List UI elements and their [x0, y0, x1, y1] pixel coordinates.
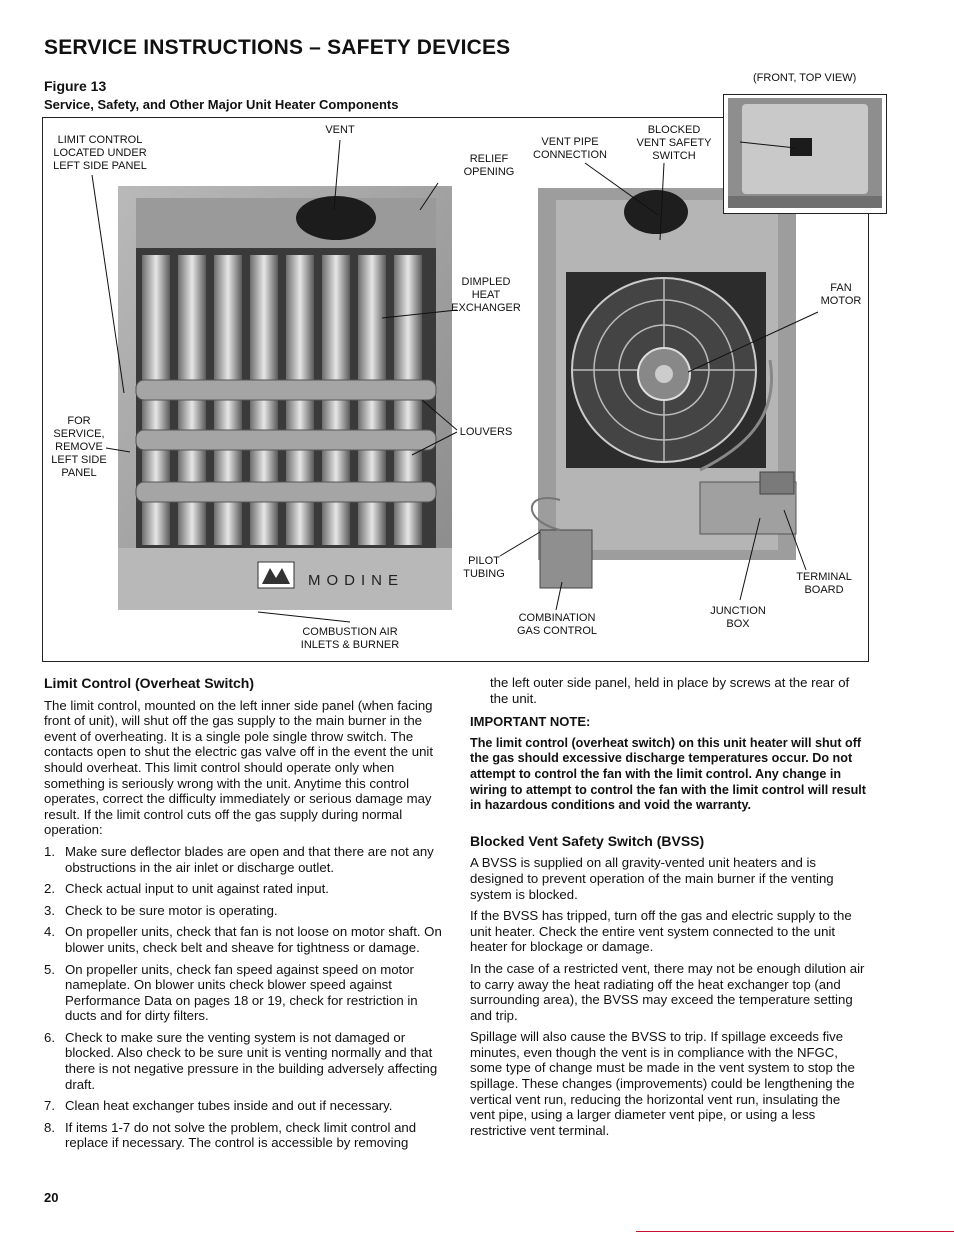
page-title: SERVICE INSTRUCTIONS – SAFETY DEVICES — [44, 36, 511, 59]
list-item: 6. Check to make sure the venting system is not damaged or blocked. Also check to be sure unit is venting normally and that there is not negative pressure in the building adversely affecting draft. — [44, 1029, 438, 1092]
label-combination-gas-control: COMBINATION GAS CONTROL — [516, 612, 598, 637]
list-item: 3. Check to be sure motor is operating. — [44, 902, 278, 918]
label-pilot-tubing: PILOT TUBING — [463, 555, 505, 580]
list-item: 1. Make sure deflector blades are open and that there are not any obstructions in the air inlet or discharge outlet. — [44, 843, 434, 875]
bvss-paragraph: In the case of a restricted vent, there may not be enough dilution air to carry away the heat radiating off the heat exchanger top (and surrounding area), the BVSS may exceed the temperature setting and trip. — [470, 960, 865, 1023]
limit-control-intro: The limit control, mounted on the left inner side panel (when facing front of unit), will shut off the gas supply to the main burner in the event of overheating. It is a single pole single throw switch. The contacts open to shut the electric gas valve off in the event the unit should overheat. This limit control should operate only when something is seriously wrong with the unit. Anytime this control operates, correct the difficulty immediately or serious damage may result. If the limit control cuts off the gas supply during normal operation: — [44, 697, 434, 838]
footer-rule — [636, 1231, 954, 1232]
bvss-paragraph: Spillage will also cause the BVSS to trip. If spillage exceeds five minutes, even though the vent is in compliance with the NFGC, some type of change must be made in the vent system to stop the spillage. These changes (improvements) could be lengthening the vertical vent run, reducing the horizontal vent run, insulating the vent pipe, using a larger diameter vent pipe, or using a less restrictive vent terminal. — [470, 1029, 855, 1138]
list-item: 8. If items 1-7 do not solve the problem, check limit control and replace if necessary. The control is accessible by removing — [44, 1119, 417, 1151]
label-limit-control: LIMIT CONTROL LOCATED UNDER LEFT SIDE PANEL — [53, 134, 147, 172]
inset-caption: (FRONT, TOP VIEW) — [753, 72, 857, 84]
label-terminal-board: TERMINAL BOARD — [796, 571, 852, 596]
label-relief-opening: RELIEF OPENING — [463, 153, 515, 178]
limit-control-heading: Limit Control (Overheat Switch) — [44, 675, 255, 691]
figure-caption: Service, Safety, and Other Major Unit Heater Components — [44, 97, 399, 112]
left-column — [44, 676, 444, 1157]
label-blocked-vent-safety-switch: BLOCKED VENT SAFETY SWITCH — [636, 124, 712, 162]
list-item: 2. Check actual input to unit against rated input. — [44, 881, 329, 897]
figure-number: Figure 13 — [44, 78, 107, 94]
important-note-text: The limit control (overheat switch) on this unit heater will shut off the gas should excessive discharge temperatures occur. Do not attempt to control the fan with the limit control. Any change in wiring to attempt to control the fan with the limit control will result in hazardous conditions and void the warranty. — [470, 735, 867, 813]
limit-control-continuation: the left outer side panel, held in place by screws at the rear of the unit. — [490, 675, 850, 706]
label-fan-motor: FAN MOTOR — [820, 282, 862, 307]
bvss-paragraph: If the BVSS has tripped, turn off the gas and electric supply to the unit heater. Check the entire vent system connected to the unit heater for blockage or damage. — [470, 908, 852, 955]
label-vent: VENT — [325, 124, 355, 136]
label-vent-pipe-connection: VENT PIPE CONNECTION — [533, 136, 607, 161]
label-for-service: FOR SERVICE, REMOVE LEFT SIDE PANEL — [51, 415, 107, 479]
list-item: 4. On propeller units, check that fan is not loose on motor shaft. On blower units, check belt and sheave for tightness or damage. — [44, 924, 442, 955]
label-louvers: LOUVERS — [459, 426, 513, 438]
bvss-paragraph: A BVSS is supplied on all gravity-vented unit heaters and is designed to prevent operation of the main burner if the venting system is blocked. — [470, 855, 834, 902]
bvss-heading: Blocked Vent Safety Switch (BVSS) — [470, 832, 705, 849]
brand-logo-text: MODINE — [308, 572, 404, 589]
label-dimpled-heat-exchanger: DIMPLED HEAT EXCHANGER — [451, 276, 521, 314]
important-note-heading: IMPORTANT NOTE: — [470, 714, 591, 730]
troubleshooting-steps — [44, 844, 444, 1151]
right-column — [470, 675, 866, 1144]
list-item: 5. On propeller units, check fan speed against speed on motor nameplate. On blower units check blower speed against Performance Data on pages 18 or 19, check for restriction in ducts and for dirty filters. — [44, 961, 418, 1024]
label-combustion-air-inlets: COMBUSTION AIR INLETS & BURNER — [300, 626, 400, 651]
list-item: 7. Clean heat exchanger tubes inside and out if necessary. — [44, 1098, 393, 1114]
page-number: 20 — [44, 1190, 59, 1205]
label-junction-box: JUNCTION BOX — [710, 605, 766, 630]
